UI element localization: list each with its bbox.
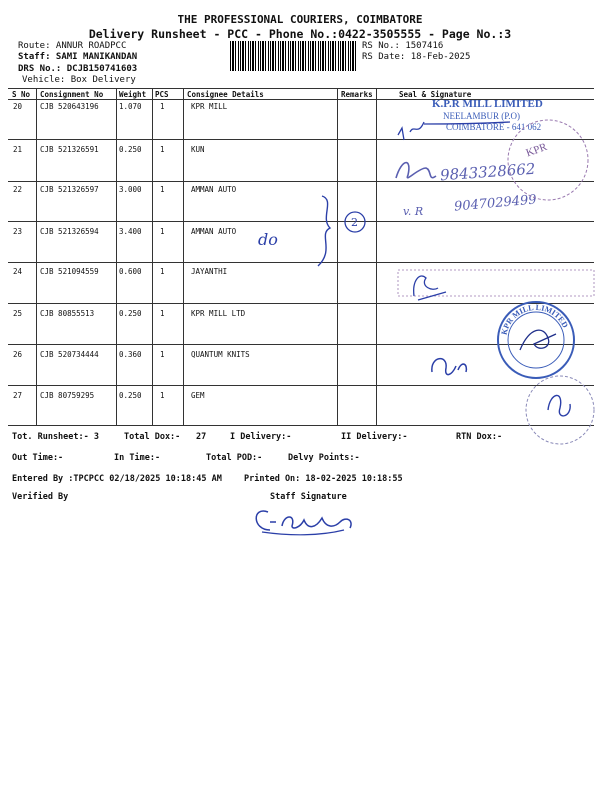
delvy-points-label: Delvy Points:- bbox=[288, 453, 360, 463]
stamp-rect-row24 bbox=[398, 270, 594, 296]
row-weight: 0.360 bbox=[119, 350, 142, 359]
row-consignee: KPR MILL LTD bbox=[191, 309, 246, 318]
row-sno: 26 bbox=[13, 350, 23, 359]
row-consignee: GEM bbox=[191, 391, 205, 400]
col-header-sno: S No bbox=[12, 90, 31, 99]
row-weight: 0.250 bbox=[119, 391, 142, 400]
entered-by: Entered By :TPCPCC 02/18/2025 10:18:45 AM bbox=[12, 474, 222, 484]
signature-row21 bbox=[396, 163, 436, 178]
row-consignee: KPR MILL bbox=[191, 102, 228, 111]
col-header-consignee: Consignee Details bbox=[187, 90, 264, 99]
row-pcs: 1 bbox=[160, 350, 165, 359]
stamp-line1: K.P.R MILL LIMITED bbox=[432, 98, 543, 110]
row-consignee: AMMAN AUTO bbox=[191, 185, 237, 194]
handwritten-brace bbox=[318, 196, 330, 266]
row-sno: 22 bbox=[13, 185, 23, 194]
row-weight: 0.250 bbox=[119, 145, 142, 154]
row-consignee: JAYANTHI bbox=[191, 267, 228, 276]
signature-row27 bbox=[548, 395, 570, 415]
col-header-weight: Weight bbox=[119, 90, 147, 99]
kpr-round-seal bbox=[498, 302, 574, 378]
runsheet-subtitle: Delivery Runsheet - PCC - Phone No.:0422-3505555 - Page No.:3 bbox=[88, 27, 512, 41]
printed-on: Printed On: 18-02-2025 10:18:55 bbox=[244, 474, 403, 484]
remark-circled-number: 2 bbox=[351, 216, 358, 229]
seal-stamp-top bbox=[508, 120, 588, 200]
rtn-dox-label: RTN Dox:- bbox=[456, 432, 503, 442]
row-pcs: 1 bbox=[160, 391, 165, 400]
row-weight: 0.600 bbox=[119, 267, 142, 276]
ii-delivery-label: II Delivery:- bbox=[341, 432, 408, 442]
row-pcs: 1 bbox=[160, 185, 165, 194]
col-header-consignment: Consignment No bbox=[40, 90, 104, 99]
row-consignment: CJB 520734444 bbox=[40, 350, 99, 359]
row-pcs: 1 bbox=[160, 145, 165, 154]
company-title: THE PROFESSIONAL COURIERS, COIMBATORE bbox=[177, 13, 423, 26]
vehicle-label: Vehicle: Box Delivery bbox=[22, 75, 136, 85]
row-weight: 3.400 bbox=[119, 227, 142, 236]
row-weight: 1.070 bbox=[119, 102, 142, 111]
row-consignment: CJB 80855513 bbox=[40, 309, 95, 318]
stamp-line3: COIMBATORE - 641 062 bbox=[446, 122, 542, 132]
col-header-seal: Seal & Signature bbox=[399, 90, 472, 99]
row-weight: 3.000 bbox=[119, 185, 142, 194]
handwritten-phone1: 9843328662 bbox=[439, 159, 536, 185]
handwritten-phone2: 9047029499 bbox=[453, 192, 538, 215]
row-consignment: CJB 80759295 bbox=[40, 391, 95, 400]
row-sno: 25 bbox=[13, 309, 23, 318]
row-sno: 27 bbox=[13, 391, 23, 400]
col-header-remarks: Remarks bbox=[341, 90, 373, 99]
col-header-pcs: PCS bbox=[155, 90, 169, 99]
total-dox-value: 27 bbox=[196, 432, 207, 442]
rs-date: RS Date: 18-Feb-2025 bbox=[362, 52, 471, 62]
row-consignment: CJB 521326591 bbox=[40, 145, 99, 154]
staff-label: Staff: SAMI MANIKANDAN bbox=[18, 52, 138, 62]
row-pcs: 1 bbox=[160, 267, 165, 276]
total-dox-label: Total Dox:- bbox=[124, 432, 181, 442]
handwritten-vr: v. R bbox=[403, 205, 424, 218]
row-pcs: 1 bbox=[160, 227, 165, 236]
i-delivery-label: I Delivery:- bbox=[230, 432, 292, 442]
handwritten-do: do bbox=[258, 230, 278, 249]
stamp-line2: NEELAMBUR (P.O) bbox=[443, 111, 521, 121]
row-sno: 23 bbox=[13, 227, 23, 236]
signature-row20 bbox=[398, 122, 510, 140]
row-pcs: 1 bbox=[160, 309, 165, 318]
out-time-label: Out Time:- bbox=[12, 453, 64, 463]
row-sno: 20 bbox=[13, 102, 23, 111]
row-consignee: KUN bbox=[191, 145, 205, 154]
svg-text:KPR: KPR bbox=[524, 140, 549, 160]
row-consignee: AMMAN AUTO bbox=[191, 227, 237, 236]
svg-text:KPR MILL LIMITED: KPR MILL LIMITED bbox=[499, 302, 570, 336]
in-time-label: In Time:- bbox=[114, 453, 161, 463]
rs-number: RS No.: 1507416 bbox=[362, 41, 444, 51]
row-consignee: QUANTUM KNITS bbox=[191, 350, 250, 359]
signature-row24 bbox=[414, 276, 446, 300]
verified-by: Verified By bbox=[12, 492, 69, 502]
row-sno: 21 bbox=[13, 145, 23, 154]
row-consignment: CJB 521094559 bbox=[40, 267, 99, 276]
row-consignment: CJB 520643196 bbox=[40, 102, 99, 111]
drs-number: DRS No.: DCJB150741603 bbox=[18, 64, 138, 74]
total-pod-label: Total POD:- bbox=[206, 453, 263, 463]
row-weight: 0.250 bbox=[119, 309, 142, 318]
signature-row26 bbox=[432, 359, 467, 375]
remark-circle-mark bbox=[345, 212, 365, 232]
row-consignment: CJB 521326597 bbox=[40, 185, 99, 194]
staff-signature-label: Staff Signature bbox=[270, 492, 347, 502]
staff-signature bbox=[256, 511, 351, 530]
total-runsheet: Tot. Runsheet:- 3 bbox=[12, 432, 99, 442]
row-sno: 24 bbox=[13, 267, 23, 276]
signature-seal bbox=[520, 330, 556, 350]
row-pcs: 1 bbox=[160, 102, 165, 111]
row-consignment: CJB 521326594 bbox=[40, 227, 99, 236]
route-label: Route: ANNUR ROADPCC bbox=[18, 41, 127, 51]
